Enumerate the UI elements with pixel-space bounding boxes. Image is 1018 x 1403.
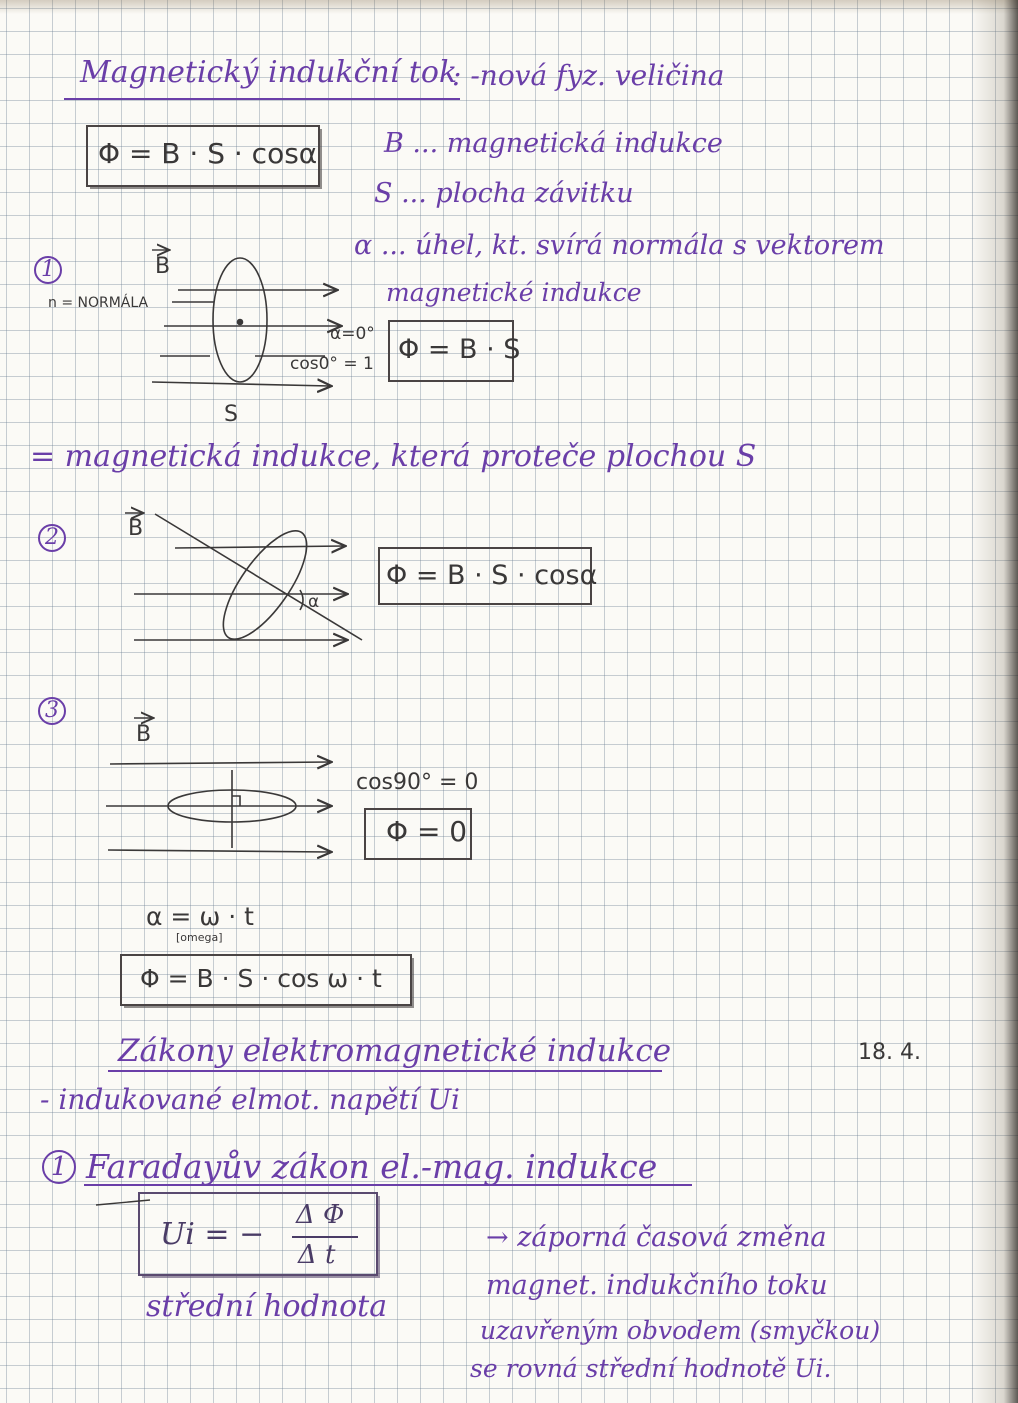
case1-vector-b: B (155, 254, 171, 279)
formula-time: Φ = B · S · cos ω · t (140, 964, 382, 993)
case1-note: = magnetická indukce, která proteče plochou S (30, 439, 757, 474)
faraday-mean-arrow-shaft (96, 1200, 150, 1205)
case3-formula: Φ = 0 (386, 815, 468, 848)
faraday-title: Faradayův zákon el.-mag. indukce (86, 1147, 658, 1186)
field-line-1 (110, 762, 330, 764)
date-label: 18. 4. (858, 1040, 921, 1065)
normal-line (155, 514, 362, 640)
faraday-number: 1 (42, 1150, 76, 1184)
title-note: : -nová fyz. veličina (452, 59, 725, 92)
case3-cos: cos90° = 0 (356, 770, 479, 795)
right-angle-mark (232, 796, 240, 806)
case2-angle: α (308, 592, 320, 612)
case3-number: 3 (38, 697, 66, 725)
loop-center-dot (238, 320, 243, 325)
faraday-mean: střední hodnota (146, 1289, 388, 1324)
section2-title: Zákony elektromagnetické indukce (118, 1033, 672, 1069)
case2-number: 2 (38, 524, 66, 552)
legend-alpha-1: α ... úhel, kt. svírá normála s vektorem (354, 230, 885, 261)
faraday-desc-2: magnet. indukčního toku (486, 1270, 828, 1301)
case2-formula: Φ = B · S · cosα (386, 560, 598, 591)
case3-vector-b: B (136, 722, 152, 747)
legend-alpha-2: magnetické indukce (386, 278, 642, 307)
faraday-desc-3: uzavřeným obvodem (smyčkou) (480, 1316, 881, 1345)
faraday-fraction-bottom: Δ t (298, 1240, 336, 1270)
case1-angle: α=0° (330, 324, 375, 344)
case2-diagram (134, 514, 362, 651)
page-title: Magnetický indukční tok (80, 55, 458, 90)
field-line-3 (108, 850, 330, 852)
case1-area-s: S (224, 402, 238, 427)
omega-equation: α = ω · t (146, 902, 254, 931)
case2-vector-b: B (128, 516, 144, 541)
faraday-desc-1: → záporná časová změna (486, 1222, 827, 1253)
legend-b: B ... magnetická indukce (384, 128, 723, 159)
faraday-fraction-top: Δ Φ (296, 1200, 345, 1230)
case1-number: 1 (34, 256, 62, 284)
case1-cos: cos0° = 1 (290, 354, 374, 374)
section2-sub: - indukované elmot. napětí Ui (40, 1083, 461, 1116)
faraday-desc-4: se rovná střední hodnotě Ui. (470, 1354, 832, 1383)
case1-normal-label: n = NORMÁLA (48, 295, 149, 311)
angle-arc (300, 590, 303, 610)
page-binding-edge (970, 0, 1018, 1403)
omega-label: [omega] (176, 931, 223, 944)
field-line-1 (175, 546, 344, 548)
case3-diagram (106, 762, 330, 852)
case1-formula: Φ = B · S (398, 334, 521, 365)
page-top-shadow (0, 0, 1018, 14)
legend-s: S ... plocha závitku (374, 178, 634, 209)
loop-surface (209, 519, 322, 651)
faraday-lhs: Ui = − (160, 1217, 265, 1252)
formula-main: Φ = B · S · cosα (98, 137, 318, 170)
case1-diagram (152, 254, 340, 386)
